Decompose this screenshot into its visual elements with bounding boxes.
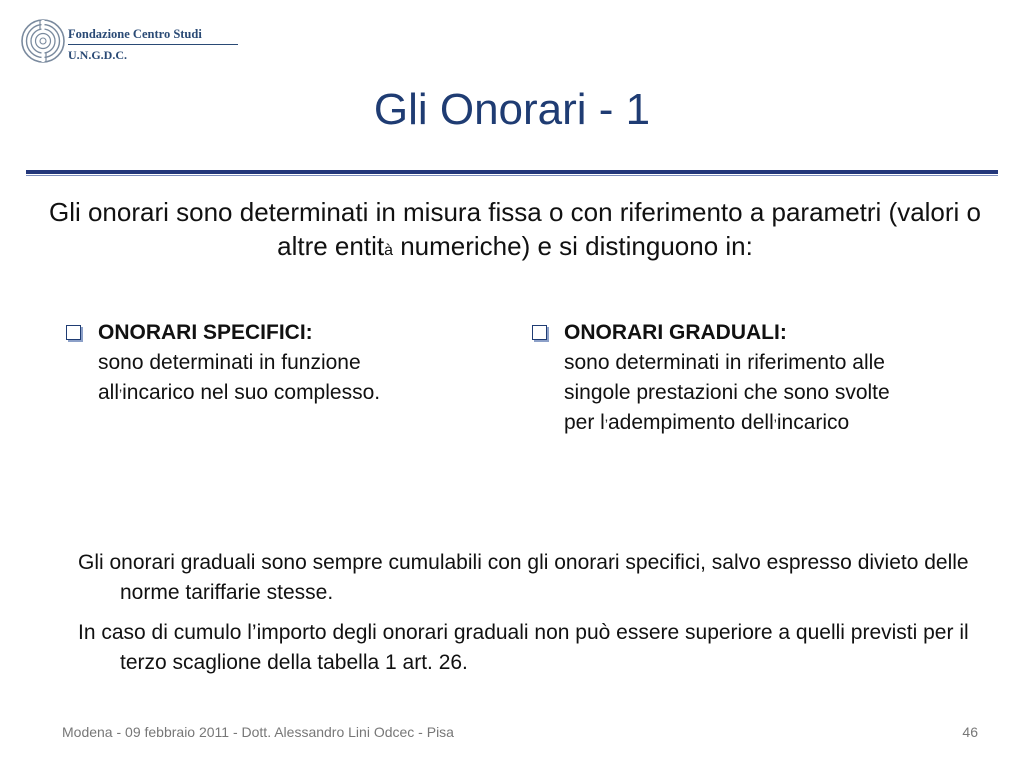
right-column — [532, 318, 952, 439]
intro-accent: à — [384, 242, 393, 259]
left-column-line-1: sono determinati in funzione — [98, 351, 361, 374]
logo — [20, 18, 230, 70]
page-number: 46 — [962, 724, 978, 740]
intro-text-2: numeriche) e si distinguono in: — [392, 231, 753, 261]
labyrinth-logo-icon — [20, 18, 66, 64]
logo-line-1: Fondazione Centro Studi — [68, 26, 238, 45]
left-column-apostrophe: ’ — [119, 386, 123, 402]
right-column-text-1: sono determinati in riferimento alle singole prestazioni che sono svolte per l — [564, 351, 890, 434]
left-column-text-b: incarico nel suo complesso. — [122, 381, 381, 404]
left-column — [66, 318, 466, 409]
right-column-apostrophe-1: ’ — [604, 416, 608, 432]
intro-text-1: Gli onorari sono determinati in misura fissa o con riferimento a parametri (valori o altre entit — [48, 197, 982, 261]
note-paragraph-1: Gli onorari graduali sono sempre cumulabili con gli onorari specifici, salvo espresso divieto delle norme tariffarie stesse. — [78, 551, 969, 604]
left-column-line-2 — [98, 378, 466, 409]
title-divider-thin — [26, 175, 998, 176]
right-column-apostrophe-2: ’ — [773, 416, 777, 432]
left-column-heading: ONORARI SPECIFICI: — [98, 321, 313, 344]
left-column-text-a: all — [98, 381, 120, 404]
checkbox-bullet-icon — [532, 325, 547, 340]
title-divider — [26, 170, 998, 174]
logo-line-2: U.N.G.D.C. — [68, 48, 127, 62]
logo-text — [68, 26, 238, 63]
intro-paragraph — [40, 195, 990, 268]
footer-text: Modena - 09 febbraio 2011 - Dott. Alessandro Lini Odcec - Pisa — [62, 724, 454, 740]
note-paragraph-2: In caso di cumulo l’importo degli onorari graduali non può essere superiore a quelli previsti per il terzo scaglione della tabella 1 art. 26. — [78, 621, 969, 674]
right-column-text-3: incarico — [776, 411, 850, 434]
right-column-text-2: adempimento dell — [607, 411, 774, 434]
checkbox-bullet-icon — [66, 325, 81, 340]
slide-title: Gli Onorari - 1 — [373, 85, 651, 134]
right-column-heading: ONORARI GRADUALI: — [564, 321, 787, 344]
right-column-text — [564, 348, 924, 439]
